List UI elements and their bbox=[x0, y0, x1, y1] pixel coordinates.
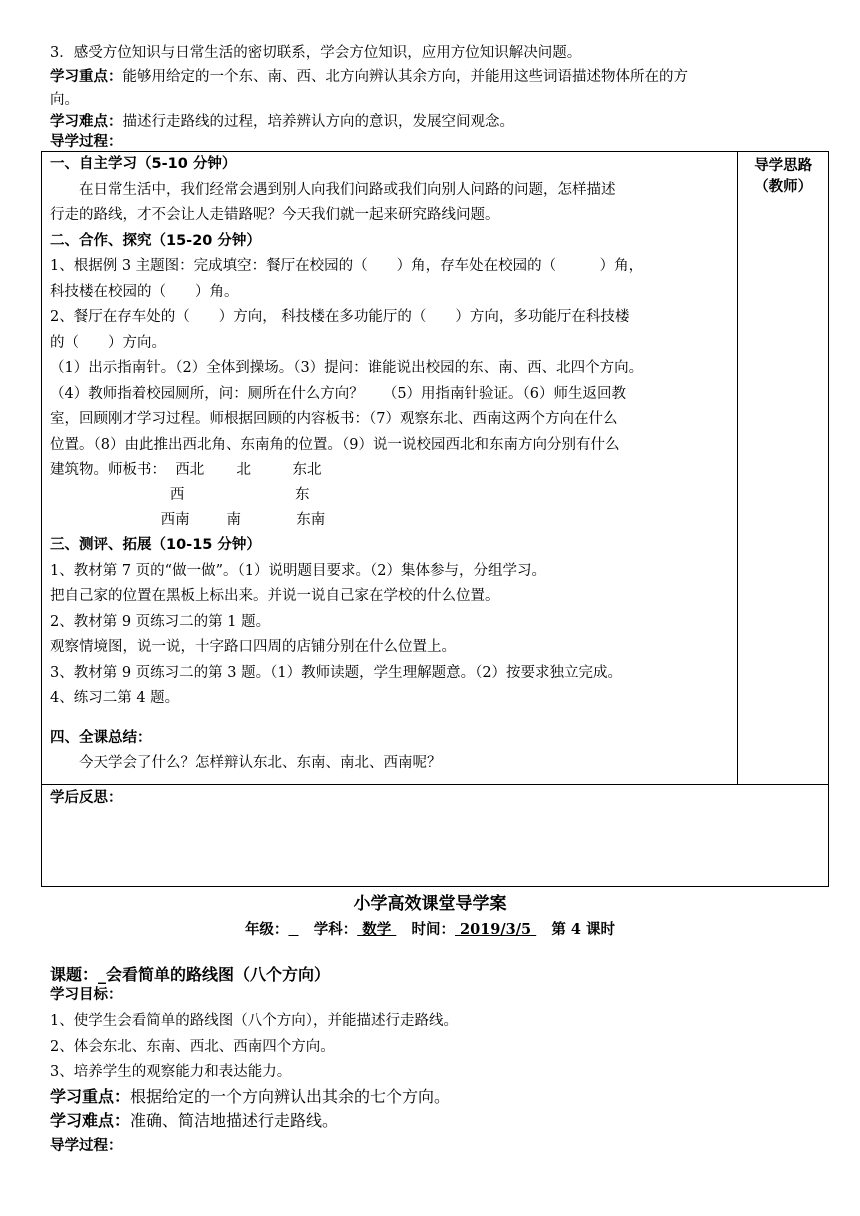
section4-title: 四、全课总结： bbox=[50, 729, 152, 746]
time-value: 2019/3/5 bbox=[454, 921, 537, 938]
s3-line3: 2、教材第 9 页练习二的第 1 题。 bbox=[50, 613, 271, 630]
s3-line5: 3、教材第 9 页练习二的第 3 题。（1）教师读题，学生理解题意。（2）按要求独立完成。 bbox=[50, 664, 623, 681]
content-cell bbox=[42, 152, 738, 785]
direction-row-3: 西南 南 东南 bbox=[50, 512, 326, 528]
spacer bbox=[42, 712, 737, 726]
goal-label: 学习目标： bbox=[50, 987, 123, 1003]
s2-line1: 1、根据例 3 主题图：完成填空：餐厅在校园的（ ）角，存车处在校园的（ ）角， bbox=[50, 258, 644, 274]
difficulty-line-2 bbox=[50, 1112, 338, 1130]
s1-line2: 行走的路线，才不会让人走错路呢？今天我们就一起来研究路线问题。 bbox=[50, 207, 500, 223]
side-header bbox=[738, 152, 828, 198]
side-header-1: 导学思路 bbox=[754, 158, 813, 174]
goal-1: 1、使学生会看简单的路线图（八个方向），并能描述行走路线。 bbox=[50, 1013, 458, 1029]
process-label-2: 导学过程： bbox=[50, 1138, 123, 1154]
s4-line1: 今天学会了什么？怎样辩认东北、东南、南北、西南呢？ bbox=[79, 755, 442, 771]
goal-2: 2、体会东北、东南、西北、西南四个方向。 bbox=[50, 1039, 335, 1055]
subject-value: 数学 bbox=[357, 921, 397, 938]
section2-title: 二、合作、探究（15-20 分钟） bbox=[50, 232, 261, 249]
focus-text-2: 根据给定的一个方向辨认出其余的七个方向。 bbox=[130, 1087, 451, 1106]
meta-line bbox=[0, 918, 860, 939]
s3-line4: 观察情境图，说一说，十字路口四周的店铺分别在什么位置上。 bbox=[50, 639, 456, 655]
direction-row-1: 建筑物。师板书： 西北 北 东北 bbox=[50, 462, 322, 478]
grade-label: 年级： bbox=[244, 921, 289, 938]
grade-value bbox=[288, 921, 298, 938]
s2-line7: 室，回顾刚才学习过程。师根据回顾的内容板书：（7）观察东北、西南这两个方向在什么 bbox=[50, 411, 618, 427]
difficulty-line bbox=[50, 113, 514, 131]
s3-line6: 4、练习二第 4 题。 bbox=[50, 690, 180, 706]
lesson-title: 会看简单的路线图（八个方向） bbox=[106, 965, 331, 984]
difficulty-text-2: 准确、简洁地描述行走路线。 bbox=[130, 1111, 339, 1130]
section1-title: 一、自主学习（5-10 分钟） bbox=[50, 156, 237, 172]
side-header-2: （教师） bbox=[754, 179, 813, 195]
objective-3: 3．感受方位知识与日常生活的密切联系，学会方位知识，应用方位知识解决问题。 bbox=[50, 45, 582, 61]
difficulty-label: 学习难点： bbox=[50, 114, 123, 130]
process-label: 导学过程： bbox=[50, 134, 123, 150]
time-label: 时间： bbox=[411, 921, 455, 938]
s2-line3: 2、餐厅在存车处的（ ）方向， 科技楼在多功能厅的（ ）方向，多功能厅在科技楼 bbox=[50, 309, 630, 325]
focus-label: 学习重点： bbox=[50, 69, 123, 85]
goal-3: 3、培养学生的观察能力和表达能力。 bbox=[50, 1064, 292, 1080]
s2-line8: 位置。（8）由此推出西北角、东南角的位置。（9）说一说校园西北和东南方向分别有什么 bbox=[50, 436, 620, 453]
side-cell bbox=[738, 152, 829, 785]
guide-table bbox=[41, 151, 829, 887]
s3-line2: 把自己家的位置在黑板上标出来。并说一说自己家在学校的什么位置。 bbox=[50, 588, 500, 604]
difficulty-label-2: 学习难点： bbox=[50, 1111, 131, 1130]
direction-row-2: 西 东 bbox=[50, 487, 310, 503]
period: 第 4 课时 bbox=[551, 921, 616, 938]
focus-label-2: 学习重点： bbox=[50, 1087, 131, 1106]
reflection-cell bbox=[42, 785, 829, 887]
subject-label: 学科： bbox=[313, 921, 358, 938]
difficulty-text: 描述行走路线的过程，培养辨认方向的意识，发展空间观念。 bbox=[122, 114, 514, 130]
s2-line6: （4）教师指着校园厕所，问：厕所在什么方向？ （5）用指南针验证。（6）师生返回教 bbox=[50, 385, 627, 402]
page-title: 小学高效课堂导学案 bbox=[353, 894, 507, 914]
focus-line bbox=[50, 68, 688, 86]
focus-line-2 bbox=[50, 1088, 450, 1106]
focus-line-cont: 向。 bbox=[50, 92, 79, 108]
lesson-label: 课题：_ bbox=[50, 965, 107, 984]
reflection-label: 学后反思： bbox=[50, 790, 123, 806]
s2-line5: （1）出示指南针。（2）全体到操场。（3）提问：谁能说出校园的东、南、西、北四个方向。 bbox=[50, 360, 644, 376]
section3-title: 三、测评、拓展（10-15 分钟） bbox=[50, 537, 261, 553]
focus-text: 能够用给定的一个东、南、西、北方向辨认其余方向，并能用这些词语描述物体所在的方 bbox=[122, 69, 688, 85]
s3-line1: 1、教材第 7 页的“做一做”。（1）说明题目要求。（2）集体参与，分组学习。 bbox=[50, 562, 546, 579]
s1-line1: 在日常生活中，我们经常会遇到别人向我们问路或我们向别人问路的问题，怎样描述 bbox=[79, 181, 616, 198]
s2-line2: 科技楼在校园的（ ）角。 bbox=[50, 283, 239, 300]
s2-line4: 的（ ）方向。 bbox=[50, 334, 166, 351]
lesson-title-line bbox=[50, 962, 330, 985]
